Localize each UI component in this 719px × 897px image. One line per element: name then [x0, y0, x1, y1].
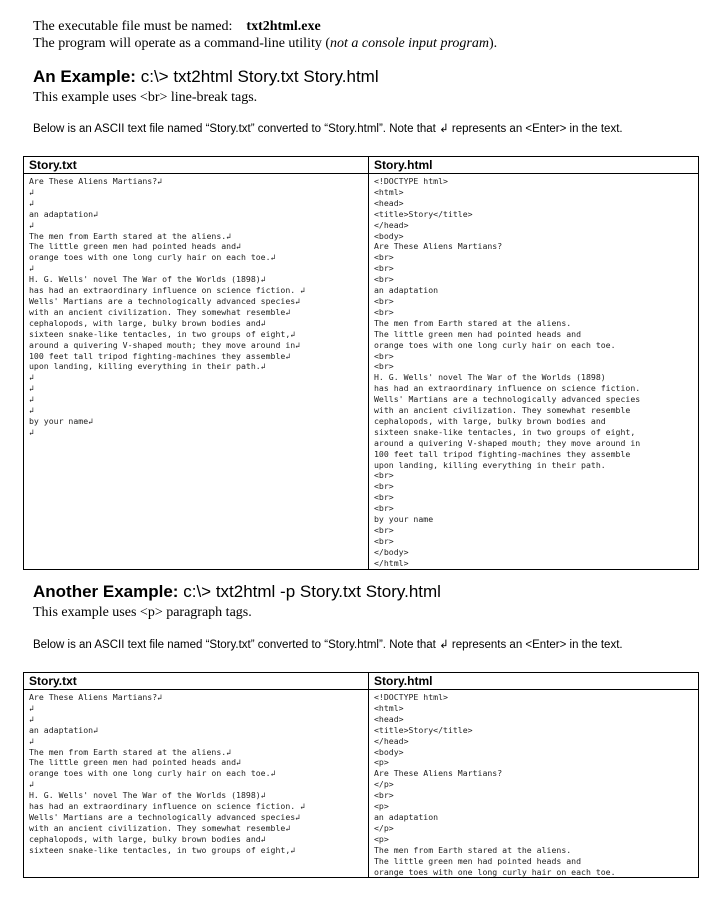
example1-col-story-html: Story.html	[369, 157, 699, 174]
code-line: by your name↲	[29, 415, 94, 426]
example1-command: c:\> txt2html Story.txt Story.html	[140, 67, 379, 86]
code-line: The little green men had pointed heads and↲	[29, 757, 241, 768]
code-line: Wells' Martians are a technologically advanced species	[374, 394, 641, 405]
example2-heading	[33, 582, 441, 602]
code-line: ↲	[29, 405, 34, 416]
code-line: orange toes with one long curly hair on each toe.	[374, 866, 616, 877]
code-line: Wells' Martians are a technologically advanced species↲	[29, 811, 301, 822]
code-line: by your name	[374, 514, 434, 525]
code-line: ↲	[29, 372, 34, 383]
code-line: 100 feet tall tripod fighting-machines they assemble↲	[29, 350, 291, 361]
code-line: Are These Aliens Martians?	[374, 241, 503, 252]
code-line: has had an extraordinary influence on science fiction.	[374, 383, 641, 394]
code-line: has had an extraordinary influence on science fiction. ↲	[29, 801, 306, 812]
code-line: orange toes with one long curly hair on each toe.↲	[29, 768, 276, 779]
code-line: <br>	[374, 525, 394, 535]
code-line: Are These Aliens Martians?↲	[29, 692, 163, 702]
code-line: <body>	[374, 746, 404, 757]
code-line: <br>	[374, 306, 394, 317]
code-line: <br>	[374, 481, 394, 492]
code-line: <br>	[374, 492, 394, 503]
example1-comparison-table	[23, 156, 699, 570]
code-line: <br>	[374, 350, 394, 361]
code-line: ↲	[29, 197, 34, 208]
intro-line-2	[33, 36, 497, 52]
code-line: <!DOCTYPE html>	[374, 692, 448, 702]
code-line: ↲	[29, 263, 34, 274]
code-line: The little green men had pointed heads and	[374, 328, 582, 339]
code-line: sixteen snake-like tentacles, in two groups of eight,↲	[29, 328, 296, 339]
code-line: <br>	[374, 503, 394, 514]
code-line: </p>	[374, 779, 394, 790]
code-line: H. G. Wells' novel The War of the Worlds (1898)	[374, 372, 606, 383]
intro-line-1	[33, 19, 321, 35]
example2-story-html-content	[374, 692, 693, 877]
code-line: cephalopods, with large, bulky brown bodies and↲	[29, 833, 266, 844]
code-line: ↲	[29, 735, 34, 746]
code-line: <body>	[374, 230, 404, 241]
code-line: The men from Earth stared at the aliens.	[374, 317, 572, 328]
code-line: cephalopods, with large, bulky brown bodies and↲	[29, 317, 266, 328]
code-line: <br>	[374, 274, 394, 285]
code-line: around a quivering V-shaped mouth; they move around in↲	[29, 339, 301, 350]
code-line: cephalopods, with large, bulky brown bodies and	[374, 415, 606, 426]
example2-story-html-cell	[369, 690, 699, 878]
example1-description: Below is an ASCII text file named “Story.txt” converted to “Story.html”. Note that ↲ represents an <Enter> in the text.	[33, 123, 623, 135]
example1-col-story-txt: Story.txt	[24, 157, 369, 174]
code-line: with an ancient civilization. They somewhat resemble↲	[29, 822, 291, 833]
code-line: <head>	[374, 713, 404, 724]
code-line: <br>	[374, 535, 394, 546]
code-line: ↲	[29, 186, 34, 197]
example2-heading-label: Another Example:	[33, 582, 179, 601]
code-line: sixteen snake-like tentacles, in two groups of eight,	[374, 426, 636, 437]
code-line: an adaptation↲	[29, 724, 99, 735]
code-line: <p>	[374, 833, 389, 844]
code-line: The little green men had pointed heads and↲	[29, 241, 241, 252]
code-line: The men from Earth stared at the aliens.↲	[29, 746, 232, 757]
code-line: ↲	[29, 426, 34, 437]
code-line: <br>	[374, 263, 394, 274]
code-line: <title>Story</title>	[374, 724, 473, 735]
code-line: ↲	[29, 713, 34, 724]
code-line: <head>	[374, 197, 404, 208]
example1-story-txt-content	[29, 176, 363, 438]
intro-line-2-suffix: ).	[488, 36, 498, 51]
code-line: </html>	[374, 557, 409, 568]
code-line: <br>	[374, 295, 394, 306]
example1-heading	[33, 67, 379, 87]
code-line: The men from Earth stared at the aliens.↲	[29, 230, 232, 241]
code-line: ↲	[29, 702, 34, 713]
code-line: </body>	[374, 546, 409, 557]
code-line: upon landing, killing everything in their path.↲	[29, 361, 266, 372]
code-line: </head>	[374, 219, 409, 230]
example1-story-html-content	[374, 176, 693, 569]
intro-line-2-prefix: The program will operate as a command-line utility (	[33, 36, 331, 51]
code-line: <!DOCTYPE html>	[374, 176, 448, 186]
example1-story-html-cell	[369, 174, 699, 570]
code-line: 100 feet tall tripod fighting-machines they assemble	[374, 448, 631, 459]
example1-heading-label: An Example:	[33, 67, 136, 86]
code-line: <title>Story</title>	[374, 208, 473, 219]
example2-comparison-table	[23, 672, 699, 878]
code-line: an adaptation	[374, 285, 439, 296]
example2-description: Below is an ASCII text file named “Story.txt” converted to “Story.html”. Note that ↲ represents an <Enter> in the text.	[33, 639, 623, 651]
code-line: upon landing, killing everything in their path.	[374, 459, 606, 470]
intro-line-1-prefix: The executable file must be named:	[33, 19, 233, 34]
executable-filename: txt2html.exe	[246, 19, 321, 34]
example2-story-txt-content	[29, 692, 363, 856]
code-line: orange toes with one long curly hair on each toe.	[374, 339, 616, 350]
code-line: an adaptation↲	[29, 208, 99, 219]
code-line: ↲	[29, 779, 34, 790]
code-line: H. G. Wells' novel The War of the Worlds (1898)↲	[29, 790, 266, 801]
code-line: <br>	[374, 790, 394, 801]
code-line: <p>	[374, 801, 389, 812]
code-line: <html>	[374, 186, 404, 197]
code-line: ↲	[29, 394, 34, 405]
example2-story-txt-cell	[24, 690, 369, 878]
code-line: <br>	[374, 361, 394, 372]
code-line: an adaptation	[374, 811, 439, 822]
code-line: <br>	[374, 470, 394, 481]
code-line: <br>	[374, 252, 394, 263]
code-line: has had an extraordinary influence on science fiction. ↲	[29, 285, 306, 296]
code-line: around a quivering V-shaped mouth; they move around in	[374, 437, 641, 448]
code-line: Are These Aliens Martians?↲	[29, 176, 163, 186]
example1-note: This example uses <br> line-break tags.	[33, 90, 258, 105]
code-line: The little green men had pointed heads and	[374, 855, 582, 866]
example2-col-story-html: Story.html	[369, 673, 699, 690]
example2-col-story-txt: Story.txt	[24, 673, 369, 690]
code-line: Are These Aliens Martians?	[374, 768, 503, 779]
code-line: </p>	[374, 822, 394, 833]
code-line: <html>	[374, 702, 404, 713]
code-line: orange toes with one long curly hair on each toe.↲	[29, 252, 276, 263]
example2-command: c:\> txt2html -p Story.txt Story.html	[183, 582, 441, 601]
code-line: sixteen snake-like tentacles, in two groups of eight,↲	[29, 844, 296, 855]
example2-note: This example uses <p> paragraph tags.	[33, 605, 252, 620]
code-line: </head>	[374, 735, 409, 746]
code-line: The men from Earth stared at the aliens.	[374, 844, 572, 855]
code-line: Wells' Martians are a technologically advanced species↲	[29, 295, 301, 306]
code-line: ↲	[29, 383, 34, 394]
code-line: H. G. Wells' novel The War of the Worlds (1898)↲	[29, 274, 266, 285]
code-line: with an ancient civilization. They somewhat resemble↲	[29, 306, 291, 317]
code-line: <p>	[374, 757, 389, 768]
intro-line-2-italic: not a console input program	[330, 36, 489, 51]
example1-story-txt-cell	[24, 174, 369, 570]
code-line: with an ancient civilization. They somewhat resemble	[374, 405, 631, 416]
code-line: ↲	[29, 219, 34, 230]
